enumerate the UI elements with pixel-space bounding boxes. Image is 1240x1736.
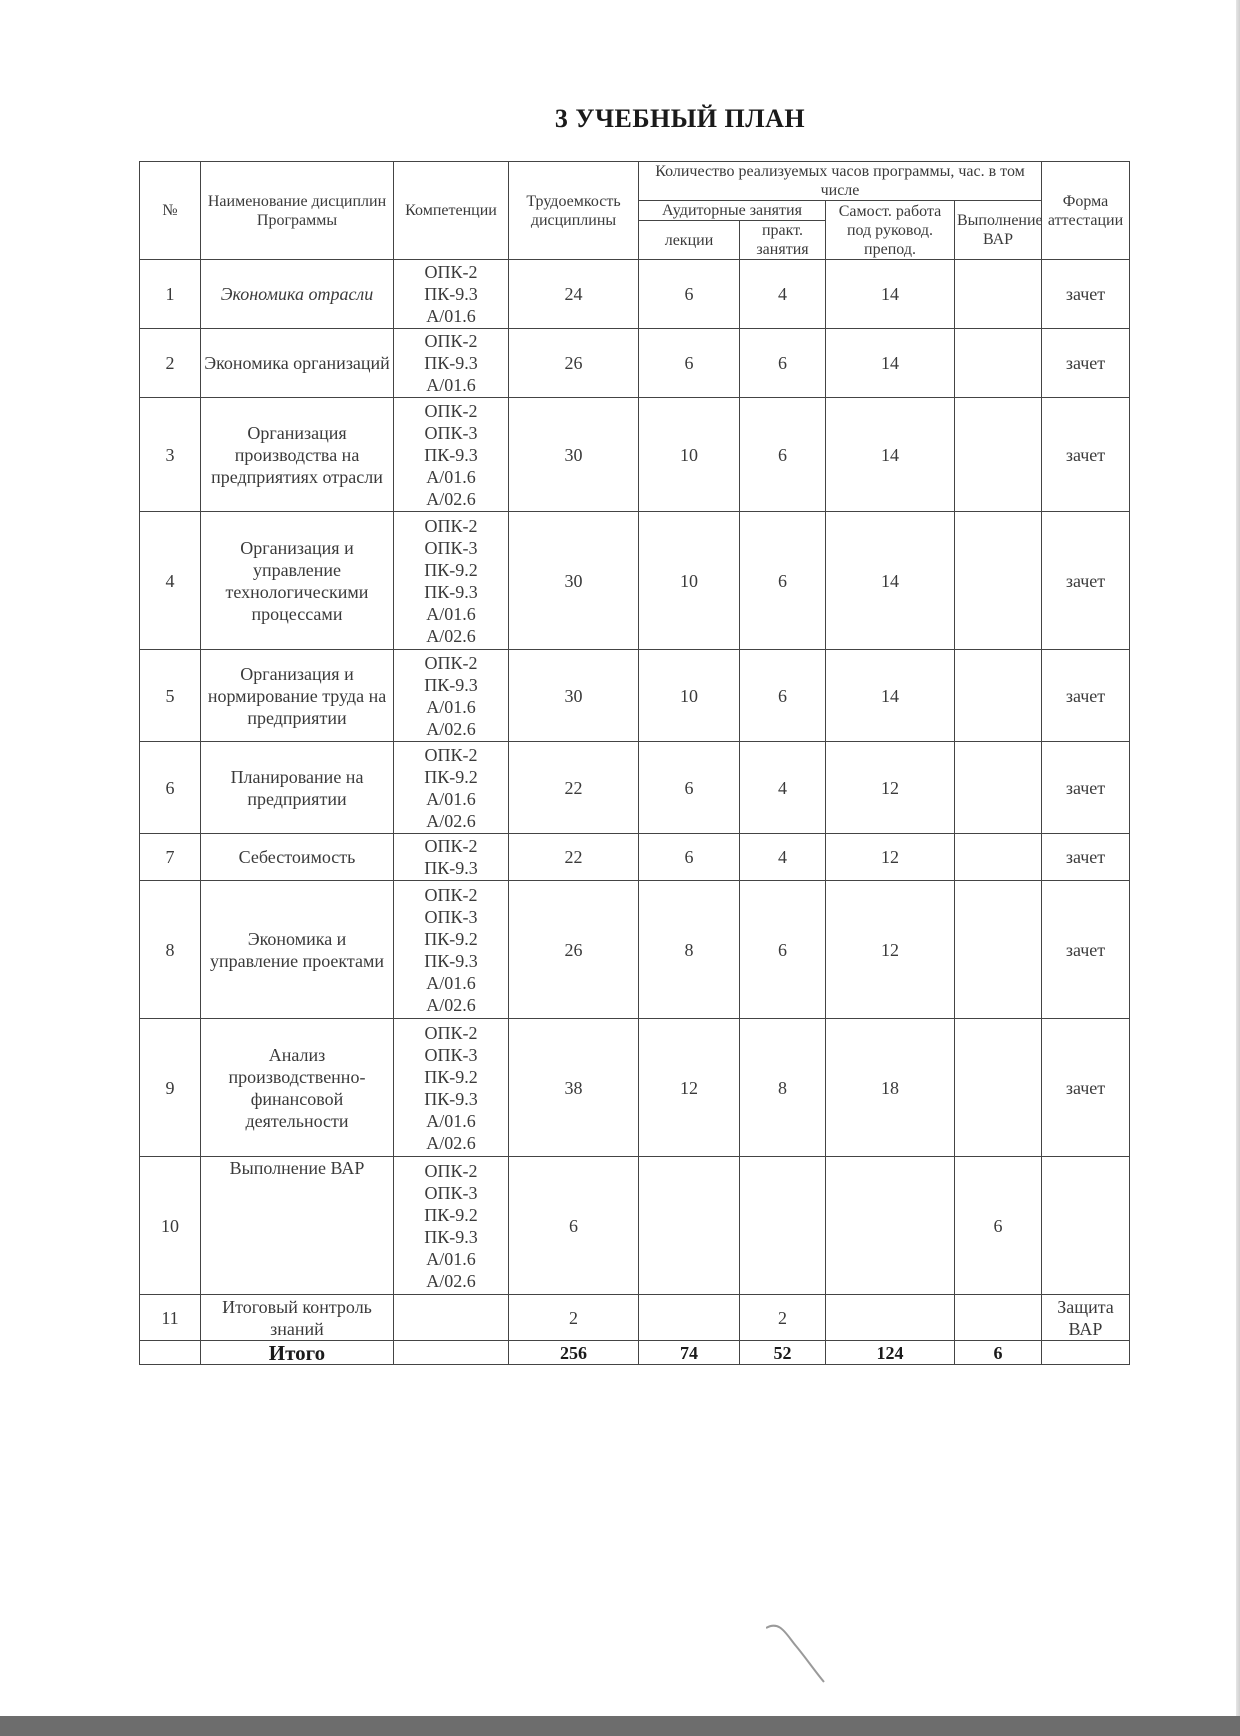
competencies-cell [394, 398, 509, 512]
competency: ПК-9.2 [424, 1204, 478, 1225]
labor-cell: 6 [509, 1157, 639, 1295]
discipline-name: Итоговый контроль знаний [201, 1295, 394, 1341]
competency: А/01.6 [426, 1248, 476, 1269]
labor-cell: 30 [509, 398, 639, 512]
lectures-cell [639, 1295, 740, 1341]
table-row [140, 834, 1130, 881]
competency: ОПК-2 [424, 652, 478, 673]
total-practice: 52 [740, 1341, 826, 1365]
table-row [140, 742, 1130, 834]
discipline-name: Организация и управление технологическими процессами [201, 512, 394, 650]
competency: А/01.6 [426, 466, 476, 487]
labor-cell: 24 [509, 260, 639, 329]
discipline-name: Экономика и управление проектами [201, 881, 394, 1019]
form-cell: зачет [1042, 512, 1130, 650]
competency: ОПК-3 [424, 1182, 478, 1203]
row-number: 11 [140, 1295, 201, 1341]
competency: А/01.6 [426, 1110, 476, 1131]
competency: ОПК-3 [424, 1044, 478, 1065]
competencies-cell [394, 1019, 509, 1157]
practice-cell: 6 [740, 512, 826, 650]
form-cell [1042, 1157, 1130, 1295]
form-cell: зачет [1042, 398, 1130, 512]
header-var-work: Выполнение ВАР [955, 201, 1042, 260]
curriculum-table [139, 161, 1130, 1365]
var-cell [955, 650, 1042, 742]
row-number: 10 [140, 1157, 201, 1295]
form-cell: зачет [1042, 1019, 1130, 1157]
labor-cell: 30 [509, 650, 639, 742]
competency: ОПК-3 [424, 906, 478, 927]
competency: А/01.6 [426, 972, 476, 993]
row-number: 5 [140, 650, 201, 742]
row-number: 8 [140, 881, 201, 1019]
competencies-cell [394, 834, 509, 881]
competency: А/01.6 [426, 603, 476, 624]
lectures-cell: 8 [639, 881, 740, 1019]
competency: ПК-9.3 [424, 1226, 478, 1247]
practice-cell [740, 1157, 826, 1295]
competencies-cell [394, 650, 509, 742]
form-cell: зачет [1042, 260, 1130, 329]
header-hours-group: Количество реализуемых часов программы, час. в том числе [639, 162, 1042, 201]
form-cell: Защита ВАР [1042, 1295, 1130, 1341]
labor-cell: 22 [509, 742, 639, 834]
competency: ОПК-2 [424, 262, 478, 282]
competency: ПК-9.3 [424, 284, 478, 304]
lectures-cell: 6 [639, 834, 740, 881]
competency: ПК-9.3 [424, 950, 478, 971]
competency: ОПК-2 [424, 400, 478, 421]
discipline-name: Планирование на предприятии [201, 742, 394, 834]
form-cell: зачет [1042, 834, 1130, 881]
competency: А/02.6 [426, 1270, 476, 1291]
self-work-cell: 14 [826, 650, 955, 742]
header-auditory: Аудиторные занятия [639, 201, 826, 221]
table-row [140, 881, 1130, 1019]
competency: ПК-9.3 [424, 353, 478, 373]
row-number: 6 [140, 742, 201, 834]
competencies-cell [394, 260, 509, 329]
self-work-cell [826, 1295, 955, 1341]
table-row [140, 1295, 1130, 1341]
self-work-cell: 12 [826, 881, 955, 1019]
total-form-cell [1042, 1341, 1130, 1365]
competency: ОПК-2 [424, 1022, 478, 1043]
competency: А/02.6 [426, 625, 476, 646]
table-row [140, 260, 1130, 329]
competency: ПК-9.2 [424, 559, 478, 580]
competency: ОПК-3 [424, 422, 478, 443]
discipline-name: Организация и нормирование труда на предприятии [201, 650, 394, 742]
table-row [140, 650, 1130, 742]
header-form: Форма аттестации [1042, 162, 1130, 260]
var-cell [955, 260, 1042, 329]
competency: ОПК-2 [424, 515, 478, 536]
competencies-cell [394, 329, 509, 398]
practice-cell: 6 [740, 398, 826, 512]
competency: ПК-9.2 [424, 766, 478, 787]
lectures-cell: 6 [639, 329, 740, 398]
form-cell: зачет [1042, 329, 1130, 398]
page-title: 3 УЧЕБНЫЙ ПЛАН [554, 104, 806, 133]
self-work-cell: 12 [826, 834, 955, 881]
competencies-cell [394, 512, 509, 650]
lectures-cell: 10 [639, 398, 740, 512]
self-work-cell: 12 [826, 742, 955, 834]
competency: ОПК-2 [424, 744, 478, 765]
labor-cell: 30 [509, 512, 639, 650]
competencies-cell [394, 1295, 509, 1341]
competency: ОПК-2 [424, 884, 478, 905]
competency: А/01.6 [426, 788, 476, 809]
total-var: 6 [955, 1341, 1042, 1365]
competency: ПК-9.2 [424, 928, 478, 949]
lectures-cell [639, 1157, 740, 1295]
competency: ПК-9.3 [424, 444, 478, 465]
var-cell [955, 329, 1042, 398]
discipline-name: Экономика организаций [201, 329, 394, 398]
table-row [140, 398, 1130, 512]
labor-cell: 26 [509, 881, 639, 1019]
competency: ПК-9.3 [424, 581, 478, 602]
lectures-cell: 10 [639, 512, 740, 650]
row-number: 2 [140, 329, 201, 398]
scan-border-bar [0, 1716, 1240, 1736]
var-cell [955, 512, 1042, 650]
row-number: 3 [140, 398, 201, 512]
form-cell: зачет [1042, 881, 1130, 1019]
table-row [140, 512, 1130, 650]
total-lectures: 74 [639, 1341, 740, 1365]
row-number: 1 [140, 260, 201, 329]
competency: ПК-9.3 [424, 858, 478, 878]
competency: А/02.6 [426, 718, 476, 739]
var-cell [955, 1019, 1042, 1157]
practice-cell: 8 [740, 1019, 826, 1157]
table-row [140, 1157, 1130, 1295]
practice-cell: 6 [740, 881, 826, 1019]
competency: ПК-9.2 [424, 1066, 478, 1087]
competencies-cell [394, 1157, 509, 1295]
discipline-name: Организация производства на предприятиях отрасли [201, 398, 394, 512]
self-work-cell: 14 [826, 512, 955, 650]
practice-cell: 4 [740, 742, 826, 834]
row-number: 4 [140, 512, 201, 650]
total-competencies-cell [394, 1341, 509, 1365]
competency: ОПК-2 [424, 836, 478, 856]
lectures-cell: 6 [639, 260, 740, 329]
competency: ОПК-3 [424, 537, 478, 558]
var-cell [955, 834, 1042, 881]
var-cell [955, 398, 1042, 512]
var-cell [955, 1295, 1042, 1341]
lectures-cell: 12 [639, 1019, 740, 1157]
discipline-name: Себестоимость [201, 834, 394, 881]
row-number: 7 [140, 834, 201, 881]
var-cell [955, 742, 1042, 834]
total-number-cell [140, 1341, 201, 1365]
form-cell: зачет [1042, 742, 1130, 834]
competency: А/02.6 [426, 994, 476, 1015]
lectures-cell: 10 [639, 650, 740, 742]
competencies-cell [394, 742, 509, 834]
total-labor: 256 [509, 1341, 639, 1365]
practice-cell: 4 [740, 834, 826, 881]
practice-cell: 4 [740, 260, 826, 329]
labor-cell: 22 [509, 834, 639, 881]
header-practice: практ. занятия [740, 221, 826, 260]
competency: ПК-9.3 [424, 674, 478, 695]
competencies-cell [394, 881, 509, 1019]
self-work-cell: 18 [826, 1019, 955, 1157]
header-no: № [140, 162, 201, 260]
competency: А/01.6 [426, 375, 476, 395]
discipline-name: Анализ производственно-финансовой деятельности [201, 1019, 394, 1157]
self-work-cell: 14 [826, 398, 955, 512]
practice-cell: 2 [740, 1295, 826, 1341]
practice-cell: 6 [740, 329, 826, 398]
competency: А/02.6 [426, 488, 476, 509]
discipline-name: Выполнение ВАР [201, 1157, 394, 1295]
labor-cell: 38 [509, 1019, 639, 1157]
lectures-cell: 6 [639, 742, 740, 834]
self-work-cell [826, 1157, 955, 1295]
self-work-cell: 14 [826, 260, 955, 329]
header-self-work: Самост. работа под руковод. препод. [826, 201, 955, 260]
total-label: Итого [201, 1341, 394, 1365]
self-work-cell: 14 [826, 329, 955, 398]
practice-cell: 6 [740, 650, 826, 742]
competency: А/02.6 [426, 810, 476, 831]
header-name: Наименование дисциплин Программы [201, 162, 394, 260]
form-cell: зачет [1042, 650, 1130, 742]
competency: ОПК-2 [424, 1160, 478, 1181]
scan-edge [1236, 0, 1240, 1716]
var-cell: 6 [955, 1157, 1042, 1295]
competency: ОПК-2 [424, 331, 478, 351]
competency: А/02.6 [426, 1132, 476, 1153]
header-labor: Трудоемкость дисциплины [509, 162, 639, 260]
header-lectures: лекции [639, 221, 740, 260]
table-row [140, 1019, 1130, 1157]
header-competencies: Компетенции [394, 162, 509, 260]
competency: ПК-9.3 [424, 1088, 478, 1109]
labor-cell: 26 [509, 329, 639, 398]
total-row [140, 1341, 1130, 1365]
row-number: 9 [140, 1019, 201, 1157]
var-cell [955, 881, 1042, 1019]
pen-stroke-mark [766, 1620, 846, 1690]
labor-cell: 2 [509, 1295, 639, 1341]
discipline-name: Экономика отрасли [201, 260, 394, 329]
competency: А/01.6 [426, 696, 476, 717]
table-row [140, 329, 1130, 398]
total-self-work: 124 [826, 1341, 955, 1365]
competency: А/01.6 [426, 306, 476, 326]
